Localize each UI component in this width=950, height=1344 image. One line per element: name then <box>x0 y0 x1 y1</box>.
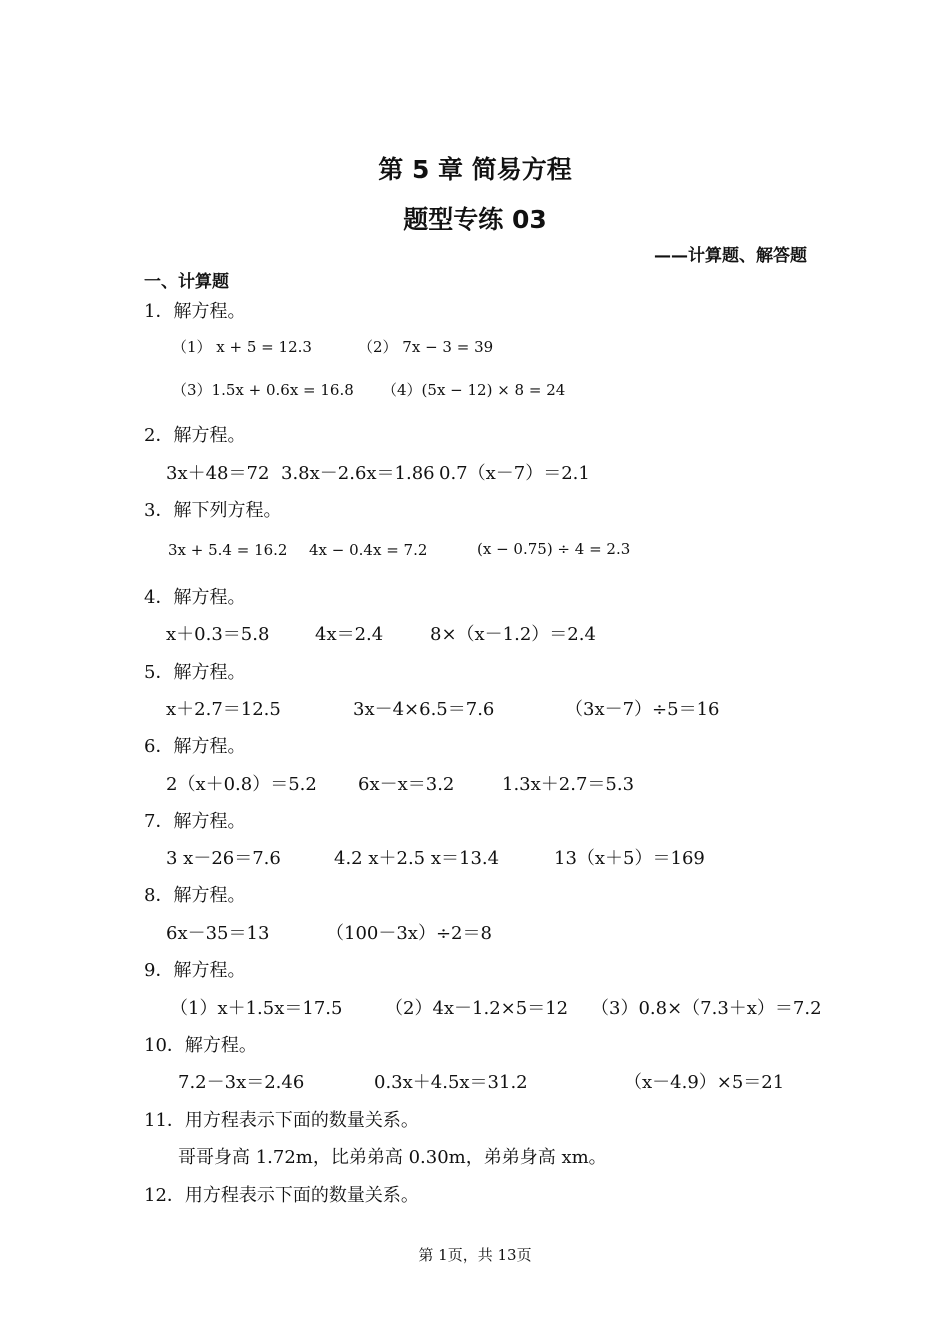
question-7-stem: 7．解方程。 <box>144 811 246 832</box>
question-4-equation-3: 8×（x－1.2）＝2.4 <box>430 624 596 645</box>
question-2-equation-2: 3.8x－2.6x＝1.86 <box>281 463 435 484</box>
chapter-title: 第 5 章 简易方程 <box>378 155 572 184</box>
question-4-stem: 4．解方程。 <box>144 587 246 608</box>
question-5-equation-2: 3x－4×6.5＝7.6 <box>353 699 495 720</box>
question-type-tag: ——计算题、解答题 <box>654 246 807 266</box>
question-6-stem: 6．解方程。 <box>144 736 246 757</box>
page-footer: 第 1页，共 13页 <box>418 1246 532 1264</box>
question-2-stem: 2．解方程。 <box>144 425 246 446</box>
question-3-equation-2: 4x − 0.4x = 7.2 <box>309 541 428 559</box>
question-11-text: 哥哥身高 1.72m，比弟弟高 0.30m，弟弟身高 xm。 <box>178 1147 607 1168</box>
question-3-equation-1: 3x + 5.4 = 16.2 <box>168 541 288 559</box>
question-6-equation-2: 6x－x＝3.2 <box>358 774 455 795</box>
question-9-equation-3: （3）0.8×（7.3＋x）＝7.2 <box>591 998 822 1019</box>
practice-title: 题型专练 03 <box>403 205 547 234</box>
question-4-equation-2: 4x＝2.4 <box>315 624 384 645</box>
question-7-equation-1: 3 x－26＝7.6 <box>166 848 281 869</box>
question-5-equation-3: （3x－7）÷5＝16 <box>565 699 720 720</box>
question-10-equation-2: 0.3x＋4.5x＝31.2 <box>374 1072 528 1093</box>
question-1-equation-3: （3）1.5x + 0.6x = 16.8 <box>172 381 354 399</box>
question-8-equation-2: （100－3x）÷2＝8 <box>326 923 492 944</box>
question-2-equation-1: 3x＋48＝72 <box>166 463 270 484</box>
question-10-equation-3: （x－4.9）×5＝21 <box>624 1072 785 1093</box>
question-2-equation-3: 0.7（x－7）＝2.1 <box>439 463 590 484</box>
question-11-stem: 11．用方程表示下面的数量关系。 <box>144 1110 419 1131</box>
question-5-equation-1: x＋2.7＝12.5 <box>166 699 281 720</box>
question-9-equation-2: （2）4x－1.2×5＝12 <box>385 998 569 1019</box>
question-10-equation-1: 7.2－3x＝2.46 <box>178 1072 305 1093</box>
question-8-stem: 8．解方程。 <box>144 885 246 906</box>
question-8-equation-1: 6x－35＝13 <box>166 923 270 944</box>
question-12-stem: 12．用方程表示下面的数量关系。 <box>144 1185 419 1206</box>
question-6-equation-1: 2（x＋0.8）＝5.2 <box>166 774 317 795</box>
question-7-equation-2: 4.2 x＋2.5 x＝13.4 <box>334 848 500 869</box>
question-1-equation-1: （1） x + 5 = 12.3 <box>172 338 312 356</box>
question-9-equation-1: （1）x＋1.5x＝17.5 <box>170 998 343 1019</box>
section-heading: 一、计算题 <box>144 272 229 292</box>
question-3-equation-3: (x − 0.75) ÷ 4 = 2.3 <box>477 540 631 558</box>
question-1-equation-2: （2） 7x − 3 = 39 <box>358 338 494 356</box>
question-1-stem: 1．解方程。 <box>144 301 246 322</box>
question-4-equation-1: x＋0.3＝5.8 <box>166 624 270 645</box>
question-10-stem: 10．解方程。 <box>144 1035 257 1056</box>
question-1-equation-4: （4）(5x − 12) × 8 = 24 <box>382 381 566 399</box>
question-9-stem: 9．解方程。 <box>144 960 246 981</box>
question-5-stem: 5．解方程。 <box>144 662 246 683</box>
question-7-equation-3: 13（x＋5）＝169 <box>554 848 705 869</box>
question-6-equation-3: 1.3x＋2.7＝5.3 <box>502 774 635 795</box>
question-3-stem: 3．解下列方程。 <box>144 500 282 521</box>
